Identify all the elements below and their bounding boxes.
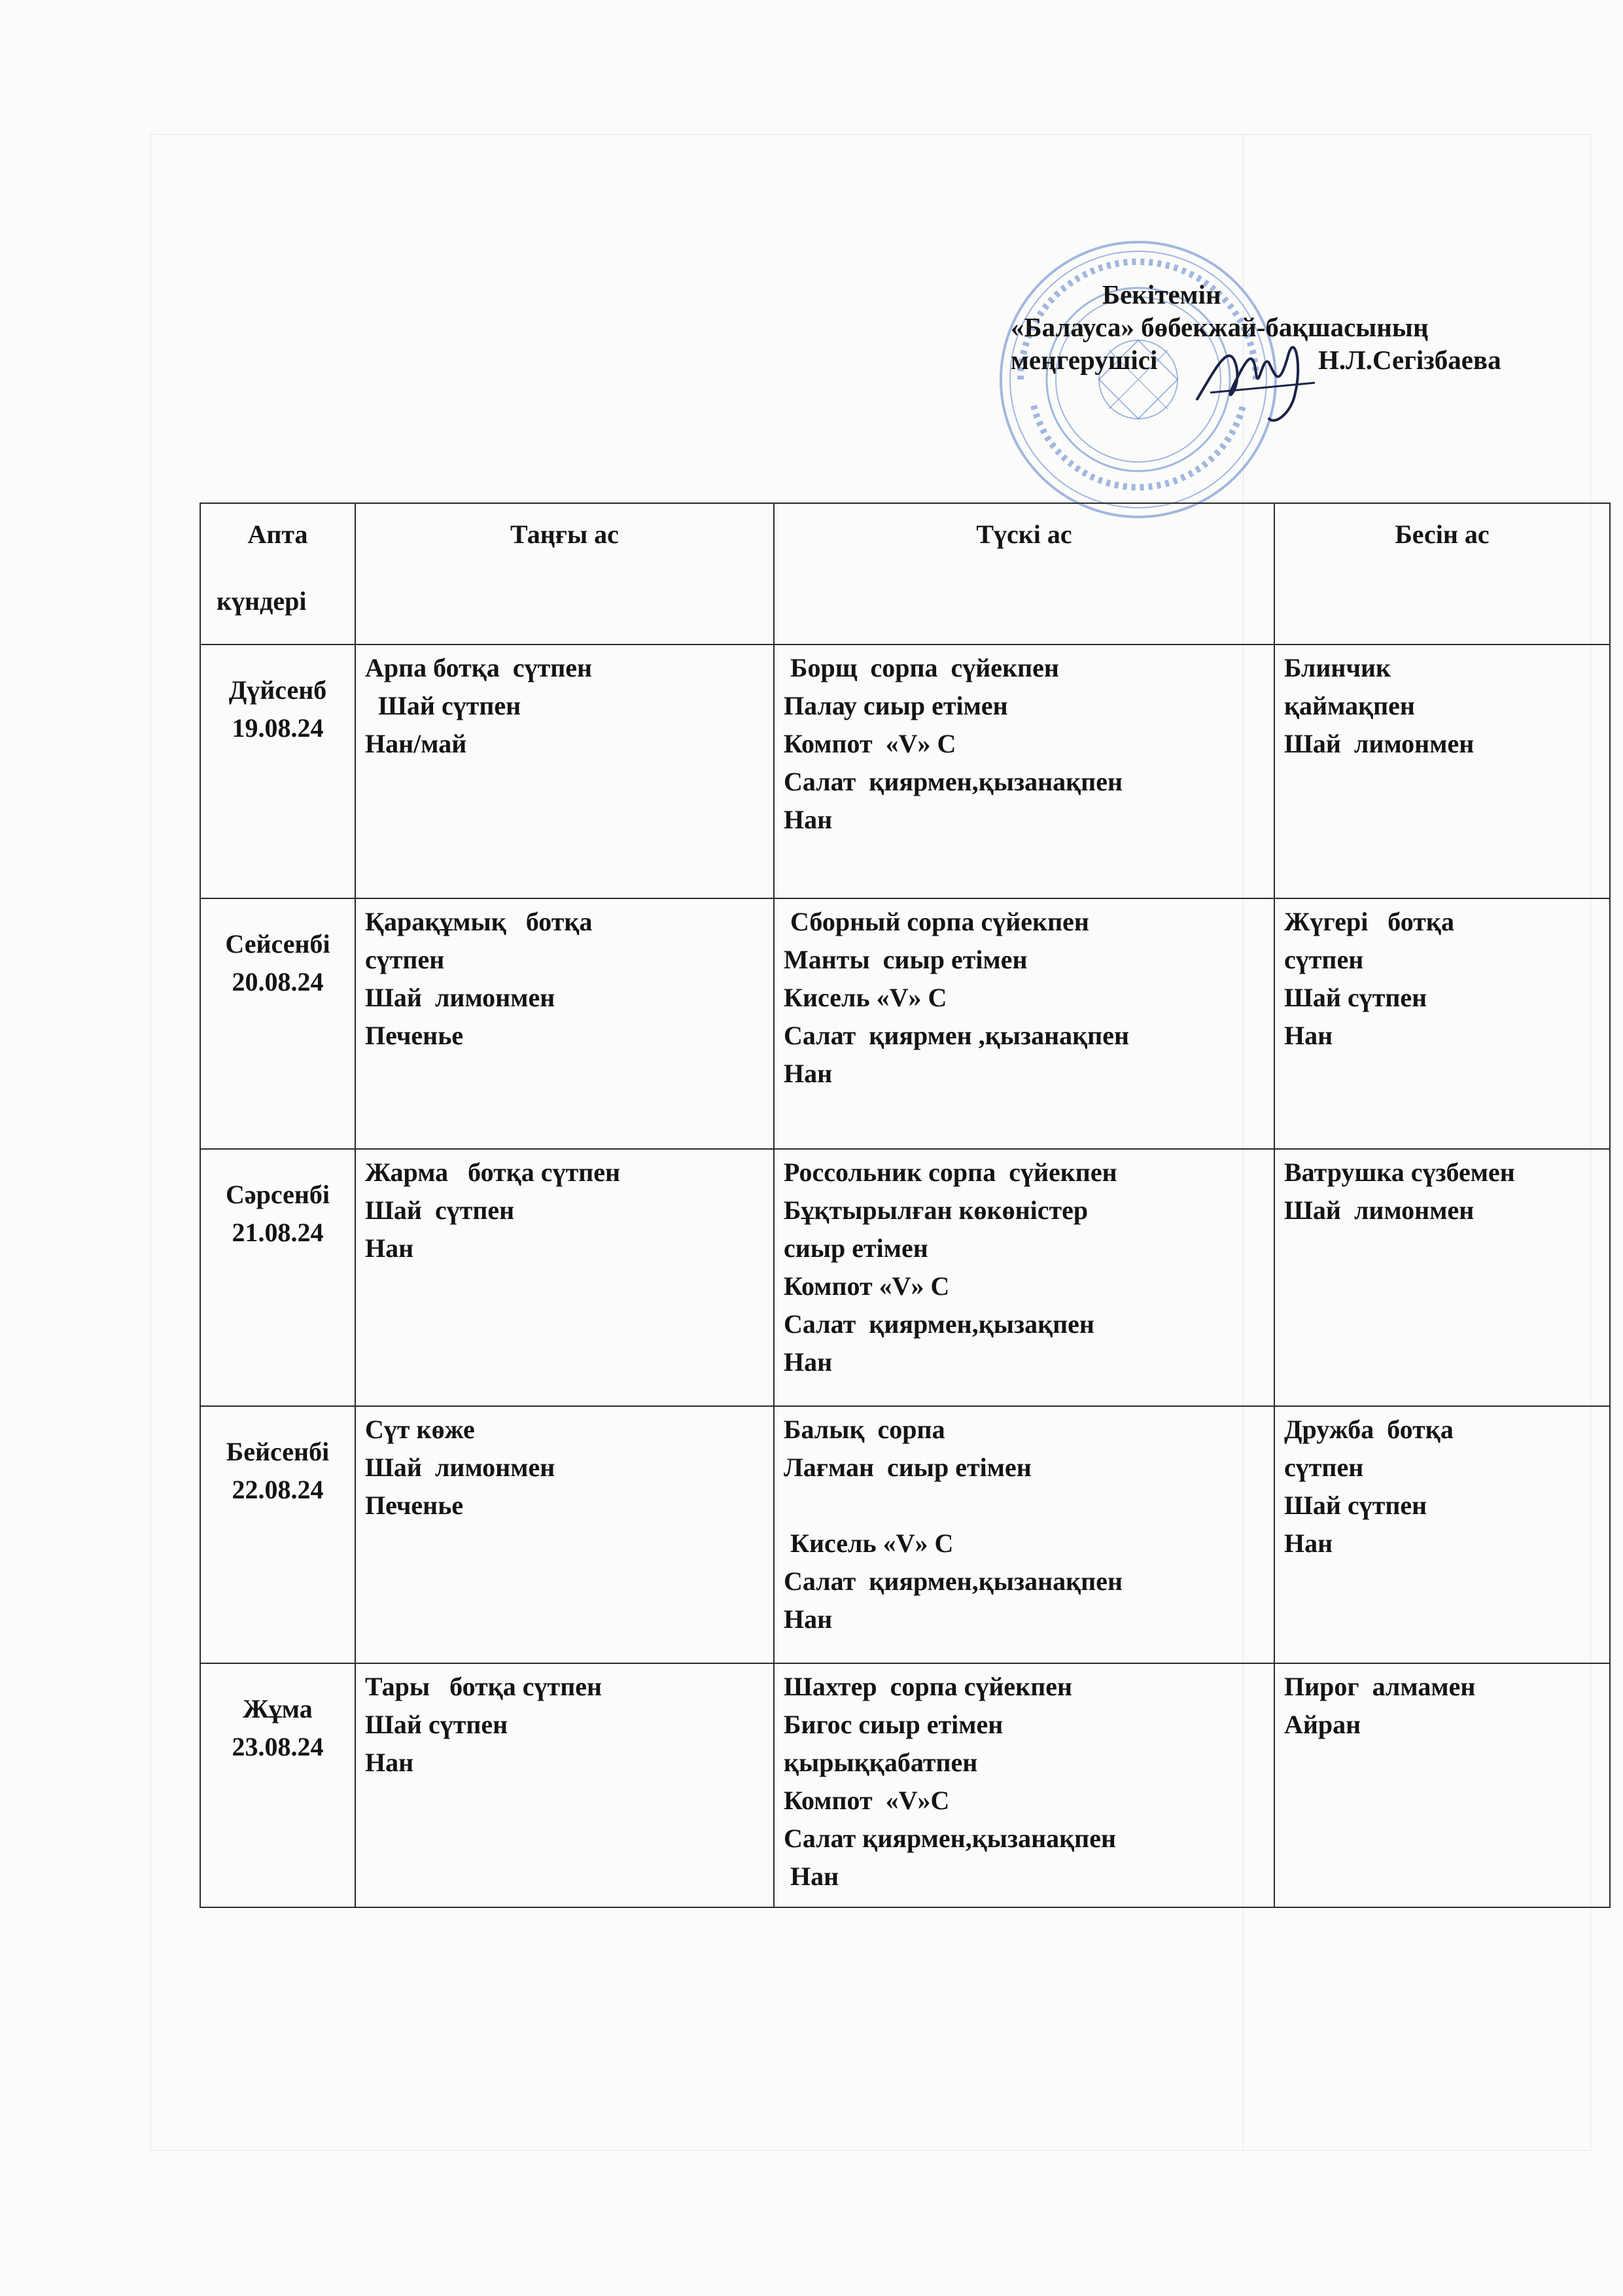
lunch-item: Нан xyxy=(784,1347,833,1377)
day-cell xyxy=(200,898,355,1149)
day-name: Сейсенбі xyxy=(225,929,330,959)
approval-title: Бекітемін xyxy=(1102,279,1221,309)
snack-item: Шай сүтпен xyxy=(1284,1491,1427,1520)
breakfast-item: Тары ботқа сүтпен xyxy=(365,1672,602,1701)
day-date: 22.08.24 xyxy=(232,1475,324,1504)
breakfast-cell xyxy=(355,898,774,1149)
lunch-item: Сборный сорпа сүйекпен xyxy=(784,907,1089,936)
lunch-item: Компот «V» С xyxy=(784,729,956,758)
breakfast-item: Печенье xyxy=(365,1491,464,1520)
breakfast-item: Нан xyxy=(365,1233,414,1263)
lunch-item: Кисель «V» С xyxy=(784,983,947,1012)
lunch-cell xyxy=(774,645,1274,898)
snack-item: Жүгері ботқа xyxy=(1284,907,1454,936)
lunch-item: Нан xyxy=(784,1059,833,1088)
snack-item: Нан xyxy=(1284,1528,1333,1558)
lunch-item: Нан xyxy=(784,1862,839,1891)
breakfast-item: Арпа ботқа сүтпен xyxy=(365,653,593,682)
snack-item: сүтпен xyxy=(1284,945,1364,974)
header-snack: Бесін ас xyxy=(1274,503,1610,645)
day-cell xyxy=(200,1663,355,1907)
lunch-item: Кисель «V» С xyxy=(784,1528,954,1558)
breakfast-item: Шай сүтпен xyxy=(365,691,521,720)
snack-item: сүтпен xyxy=(1284,1453,1364,1482)
lunch-item: Лағман сиыр етімен xyxy=(784,1453,1032,1482)
breakfast-item: Печенье xyxy=(365,1021,464,1050)
breakfast-cell xyxy=(355,1663,774,1907)
snack-item: Пирог алмамен xyxy=(1284,1672,1476,1701)
day-date: 19.08.24 xyxy=(232,713,324,743)
approval-name: Н.Л.Сегізбаева xyxy=(1318,345,1501,375)
approval-block xyxy=(1011,278,1501,376)
day-name: Бейсенбі xyxy=(226,1437,330,1466)
table-row xyxy=(200,898,1610,1149)
breakfast-cell xyxy=(355,1406,774,1663)
lunch-item: Бұқтырылған көкөністер xyxy=(784,1195,1089,1225)
breakfast-item: Шай лимонмен xyxy=(365,1453,555,1482)
lunch-item xyxy=(784,1487,1265,1525)
day-cell xyxy=(200,645,355,898)
snack-item: Ватрушка сүзбемен xyxy=(1284,1157,1515,1187)
breakfast-item: Нан xyxy=(365,1748,414,1777)
breakfast-item: Шай сүтпен xyxy=(365,1195,515,1225)
breakfast-cell xyxy=(355,1149,774,1406)
lunch-item: қырыққабатпен xyxy=(784,1748,978,1777)
lunch-cell xyxy=(774,1663,1274,1907)
snack-item: Блинчик xyxy=(1284,653,1391,682)
lunch-item: Салат қиярмен,қызанақпен xyxy=(784,1824,1117,1853)
lunch-item: Шахтер сорпа сүйекпен xyxy=(784,1672,1073,1701)
header-lunch: Түскі ас xyxy=(774,503,1274,645)
lunch-item: Нан xyxy=(784,805,833,834)
day-cell xyxy=(200,1406,355,1663)
lunch-item: сиыр етімен xyxy=(784,1233,928,1263)
snack-cell xyxy=(1274,1663,1610,1907)
breakfast-cell xyxy=(355,645,774,898)
day-date: 23.08.24 xyxy=(232,1732,324,1761)
lunch-item: Палау сиыр етімен xyxy=(784,691,1008,720)
lunch-item: Бигос сиыр етімен xyxy=(784,1710,1003,1739)
lunch-item: Салат қиярмен,қызақпен xyxy=(784,1309,1094,1339)
lunch-item: Нан xyxy=(784,1604,833,1634)
header-day xyxy=(200,503,355,645)
breakfast-item: Жарма ботқа сүтпен xyxy=(365,1157,621,1187)
day-cell xyxy=(200,1149,355,1406)
lunch-item: Борщ сорпа сүйекпен xyxy=(784,653,1059,682)
breakfast-item: Шай сүтпен xyxy=(365,1710,508,1739)
breakfast-item: сүтпен xyxy=(365,945,445,974)
snack-item: Шай сүтпен xyxy=(1284,983,1427,1012)
breakfast-item: Шай лимонмен xyxy=(365,983,555,1012)
snack-cell xyxy=(1274,1149,1610,1406)
header-day-line1: Апта xyxy=(247,520,308,549)
snack-item: Шай лимонмен xyxy=(1284,1195,1475,1225)
lunch-item: Компот «V» С xyxy=(784,1271,950,1301)
table-row xyxy=(200,1149,1610,1406)
snack-item: қаймақпен xyxy=(1284,691,1415,720)
breakfast-item: Қарақұмық ботқа xyxy=(365,907,593,936)
lunch-item: Манты сиыр етімен xyxy=(784,945,1028,974)
table-header-row xyxy=(200,503,1610,645)
header-day-line2: күндері xyxy=(217,586,307,616)
weekly-menu-table xyxy=(200,503,1611,1908)
snack-item: Дружба ботқа xyxy=(1284,1415,1454,1444)
snack-item: Айран xyxy=(1284,1710,1361,1739)
day-date: 20.08.24 xyxy=(232,967,324,997)
approval-role: меңгерушісі xyxy=(1011,345,1158,375)
table-row xyxy=(200,645,1610,898)
lunch-item: Салат қиярмен ,қызанақпен xyxy=(784,1021,1130,1050)
day-date: 21.08.24 xyxy=(232,1218,324,1247)
header-breakfast: Таңғы ас xyxy=(355,503,774,645)
lunch-cell xyxy=(774,1149,1274,1406)
day-name: Жұма xyxy=(243,1694,313,1723)
lunch-item: Салат қиярмен,қызанақпен xyxy=(784,1566,1123,1596)
approval-org: «Балауса» бөбекжай-бақшасының xyxy=(1011,312,1429,342)
snack-item: Нан xyxy=(1284,1021,1333,1050)
lunch-cell xyxy=(774,898,1274,1149)
table-row xyxy=(200,1663,1610,1907)
snack-cell xyxy=(1274,898,1610,1149)
lunch-item: Компот «V»С xyxy=(784,1786,950,1815)
day-name: Дүйсенб xyxy=(228,675,327,705)
table-row xyxy=(200,1406,1610,1663)
day-name: Сәрсенбі xyxy=(225,1180,330,1209)
breakfast-item: Сүт көже xyxy=(365,1415,475,1444)
breakfast-item: Нан/май xyxy=(365,729,467,758)
snack-cell xyxy=(1274,645,1610,898)
snack-cell xyxy=(1274,1406,1610,1663)
lunch-item: Балық сорпа xyxy=(784,1415,945,1444)
lunch-item: Салат қиярмен,қызанақпен xyxy=(784,767,1123,796)
lunch-item: Россольник сорпа сүйекпен xyxy=(784,1157,1117,1187)
lunch-cell xyxy=(774,1406,1274,1663)
snack-item: Шай лимонмен xyxy=(1284,729,1475,758)
